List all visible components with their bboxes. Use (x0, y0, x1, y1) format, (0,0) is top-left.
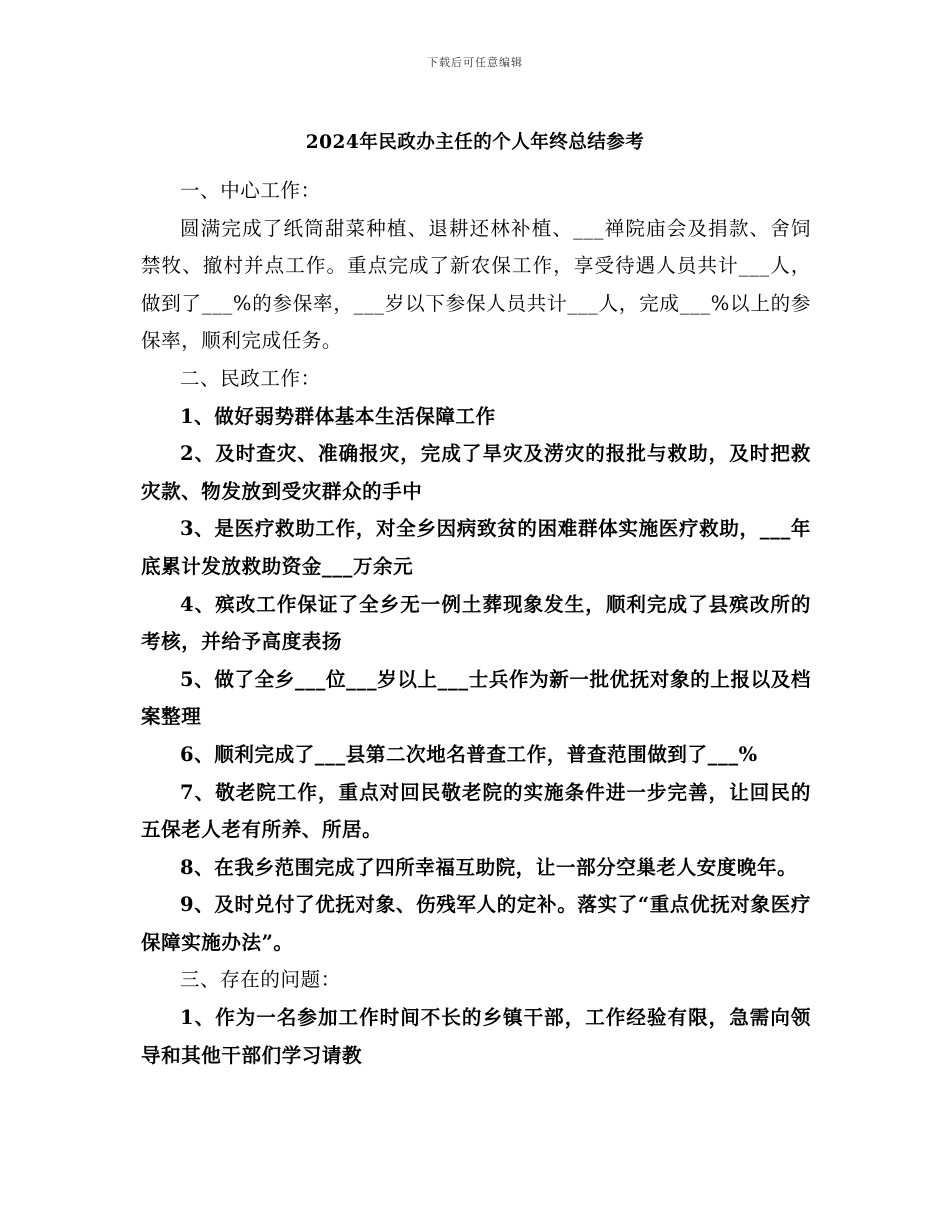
list-item: 5、做了全乡___位___岁以上___士兵作为新一批优抚对象的上报以及档案整理 (141, 667, 811, 729)
list-item: 7、敬老院工作，重点对回民敬老院的实施条件进一步完善，让回民的五保老人老有所养、所居。 (141, 780, 811, 842)
list-item: 8、在我乡范围完成了四所幸福互助院，让一部分空巢老人安度晚年。 (180, 855, 798, 879)
list-item: 6、顺利完成了___县第二次地名普查工作，普查范围做到了___% (180, 742, 758, 766)
list-item: 2、及时查灾、准确报灾，完成了旱灾及涝灾的报批与救助，及时把救灾款、物发放到受灾群众的手中 (141, 442, 811, 503)
section-heading: 二、民政工作： (180, 366, 321, 390)
section-heading: 三、存在的问题： (180, 968, 341, 992)
document-body (141, 172, 811, 1074)
paragraph: 圆满完成了纸筒甜菜种植、退耕还林补植、___禅院庙会及捐款、舍饲禁牧、撤村并点工作。重点完成了新农保工作，享受待遇人员共计___人，做到了___%的参保率，___岁以下参保人员共计___人，完成___%以上的参保率，顺利完成任务。 (141, 216, 811, 353)
list-item: 4、殡改工作保证了全乡无一例土葬现象发生，顺利完成了县殡改所的考核，并给予高度表扬 (141, 592, 811, 654)
list-item: 3、是医疗救助工作，对全乡因病致贫的困难群体实施医疗救助，___年底累计发放救助资金___万余元 (141, 517, 811, 578)
list-item: 9、及时兑付了优抚对象、伤残军人的定补。落实了“重点优抚对象医疗保障实施办法”。 (141, 893, 811, 954)
section-heading: 一、中心工作： (180, 179, 321, 202)
list-item: 1、作为一名参加工作时间不长的乡镇干部，工作经验有限，急需向领导和其他干部们学习请教 (141, 1006, 811, 1067)
document-title: 2024年民政办主任的个人年终总结参考 (305, 132, 645, 153)
page-header: 下载后可任意编辑 (427, 56, 523, 69)
list-item: 1、做好弱势群体基本生活保障工作 (180, 404, 496, 428)
